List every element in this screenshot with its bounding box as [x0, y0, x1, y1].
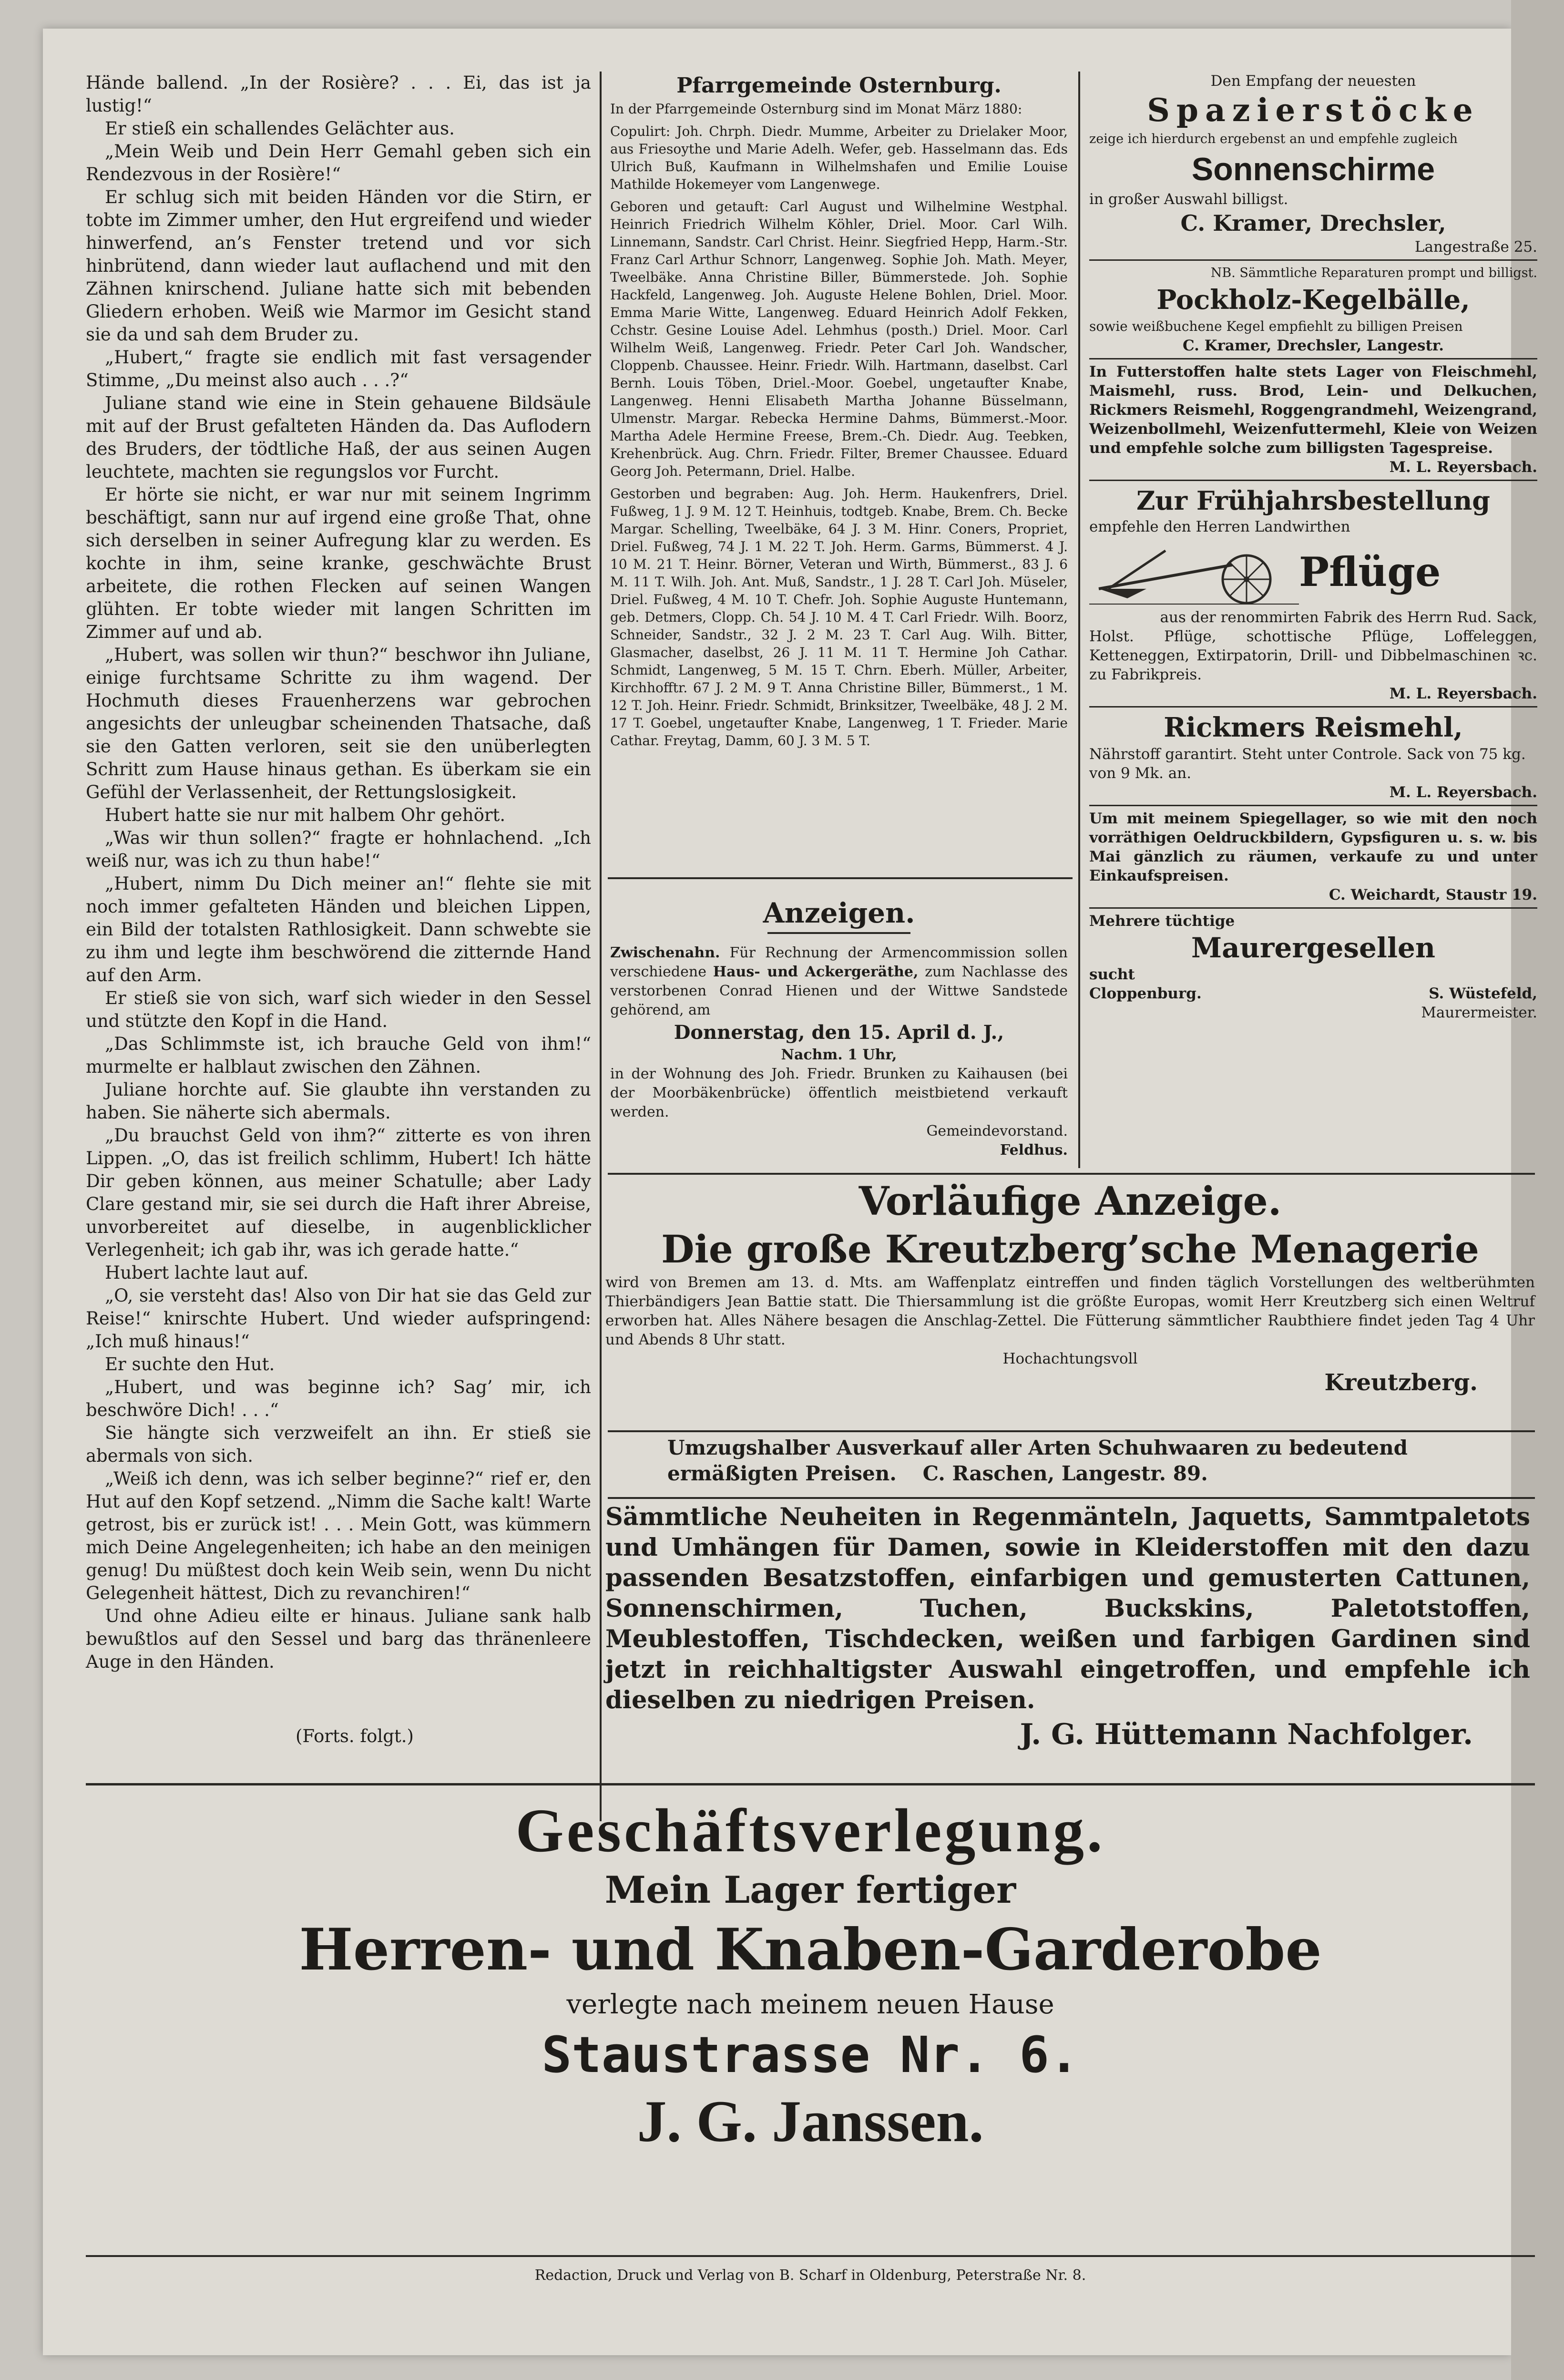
story-paragraph: „Hubert, und was beginne ich? Sag’ mir, ich beschwöre Dich! . . .“ — [86, 1377, 591, 1420]
kramer-headline-1: Spazierstöcke — [1147, 92, 1480, 129]
auction-items: Haus- und Ackergeräthe, — [713, 964, 919, 980]
kramer-line-3: in großer Auswahl billigst. — [1089, 191, 1288, 208]
plow-illustration — [1089, 536, 1299, 608]
reismehl-name: M. L. Reyersbach. — [1389, 784, 1537, 801]
story-paragraph: Er stieß sie von sich, warf sich wieder in den Sessel und stützte den Kopf in die Hand. — [86, 988, 591, 1031]
janssen-headline-2: Herren- und Knaben-Garderobe — [299, 1916, 1322, 1983]
ad-divider — [1089, 358, 1537, 359]
ads-column — [1089, 72, 1537, 1022]
ad-raschen — [667, 1435, 1544, 1487]
reismehl-headline: Rickmers Reismehl, — [1164, 712, 1463, 743]
story-paragraph: Er hörte sie nicht, er war nur mit seinem Ingrimm beschäftigt, sann nur auf irgend eine große That, ohne sich derselben in seiner Aufregung klar zu werden. Es kochte in ihm, seine kranke, geschwächte Brust arbeitete, die rothen Flecken auf seinen Wangen glühten. Er tobte wieder mit langen Schritten im Zimmer auf und ab. — [86, 484, 591, 642]
story-paragraph: „Hubert,“ fragte sie endlich mit fast versagender Stimme, „Du meinst also auch . . .?“ — [86, 347, 591, 390]
story-paragraph: Hubert hatte sie nur mit halbem Ohr gehört. — [105, 805, 506, 825]
menagerie-rule-top — [608, 1173, 1535, 1175]
menagerie-headline: Vorläufige Anzeige. — [859, 1179, 1282, 1224]
story-paragraph: „Du brauchst Geld von ihm?“ zitterte es von ihren Lippen. „O, das ist freilich schlimm, Hubert! Ich hätte Dir geben können, aus meiner Schatulle; aber Lady Clare gestand mir, sie sei durch die Haft ihrer Abreise, unvorbereitet auf dieselbe, in augenblicklicher Verlegenheit; ich gab ihr, was ich gerade hatte.“ — [86, 1125, 591, 1260]
kramer-line-2: zeige ich hierdurch ergebenst an und empfehle zugleich — [1089, 132, 1458, 146]
ad-reyersbach-futter — [1089, 362, 1537, 477]
janssen-address: Staustrasse Nr. 6. — [542, 2026, 1079, 2084]
janssen-headline: Geschäftsverlegung. — [515, 1796, 1105, 1865]
ad-reismehl — [1089, 710, 1537, 802]
auction-place: Zwischenahn. — [610, 944, 720, 961]
story-paragraph: Juliane stand wie eine in Stein gehauene Bildsäule mit auf der Brust gefalteten Händen da. Das Auflodern des Bruders, der tödtliche Haß, der aus seinen Augen leuchtete, machten sie regungslos vor Furcht. — [86, 393, 591, 482]
futter-name: M. L. Reyersbach. — [1389, 459, 1537, 476]
anzeigen-section — [610, 894, 1068, 1160]
maurer-headline: Maurergesellen — [1191, 932, 1436, 964]
column-rule-1 — [600, 72, 602, 1821]
pfluege-name: M. L. Reyersbach. — [1389, 685, 1537, 702]
story-paragraph: Und ohne Adieu eilte er hinaus. Juliane sank halb bewußtlos auf den Sessel und barg das thränenleere Auge in den Händen. — [86, 1606, 591, 1672]
menagerie-text: wird von Bremen am 13. d. Mts. am Waffenplatz eintreffen und finden täglich Vorstellungen des weltberühmten Thierbändigers Jean Battie statt. Die Thiersammlung ist die größte Europas, womit Herr Kreutzberg sich einen Weltruf erworben hat. Alles Nähere besagen die Anschlag-Zettel. Die Fütterung sämmtlicher Raubthiere findet jeden Tag 4 Uhr und Abends 8 Uhr statt. — [605, 1274, 1535, 1348]
ad-weichardt — [1089, 809, 1537, 904]
reismehl-line: Nährstoff garantirt. Steht unter Controle. Sack von 75 kg. von 9 Mk. an. — [1089, 746, 1526, 782]
kegel-name: C. Kramer, Drechsler, Langestr. — [1182, 337, 1444, 354]
janssen-name: J. G. Janssen. — [637, 2089, 984, 2154]
ad-kegel — [1089, 264, 1537, 355]
story-paragraph: Er stieß ein schallendes Gelächter aus. — [105, 118, 455, 139]
title-underline — [767, 932, 910, 934]
parish-intro: In der Pfarrgemeinde Osternburg sind im Monat März 1880: — [610, 101, 1022, 117]
pfluege-headline-2: Pflüge — [1299, 548, 1441, 595]
story-paragraph: Sie hängte sich verzweifelt an ihn. Er stieß sie abermals von sich. — [86, 1423, 591, 1466]
ad-divider — [1089, 259, 1537, 261]
pfluege-line-1: empfehle den Herren Landwirthen — [1089, 518, 1350, 535]
kramer-address: Langestraße 25. — [1414, 238, 1537, 256]
huettemann-name: J. G. Hüttemann Nachfolger. — [1020, 1718, 1473, 1751]
pfluege-headline: Zur Frühjahrsbestellung — [1136, 485, 1491, 516]
auction-time: Nachm. 1 Uhr, — [781, 1046, 897, 1063]
auction-text-1: Für Rechnung der Armencommission sollen verschiedene — [610, 944, 1068, 980]
auction-text-2: zum Nachlasse des verstorbenen Conrad Hienen und der Wittwe Sandstede gehörend, am — [610, 964, 1068, 1018]
huettemann-rule-top — [608, 1497, 1535, 1499]
auction-text-3: in der Wohnung des Joh. Friedr. Brunken zu Kaihausen (bei der Moorbäkenbrücke) öffentlich meistbietend verkauft werden. — [610, 1066, 1068, 1120]
menagerie-name: Kreutzberg. — [1324, 1369, 1478, 1396]
pfluege-line-3: Holst. Pflüge, schottische Pflüge, Loffeleggen, Ketteneggen, Extirpatorin, Drill- und Dibbelmaschinen ꝛc. zu Fabrikpreis. — [1089, 628, 1537, 683]
story-paragraph: Juliane horchte auf. Sie glaubte ihn verstanden zu haben. Sie näherte sich abermals. — [86, 1079, 591, 1123]
auction-signer-name: Feldhus. — [1000, 1142, 1068, 1159]
maurer-place: Cloppenburg. — [1089, 985, 1202, 1002]
ad-huettemann — [605, 1502, 1530, 1754]
parish-column — [610, 72, 1068, 754]
column-rule-2 — [1078, 72, 1080, 1168]
pfluege-line-2: aus der renommirten Fabrik des Herrn Rud. Sack, — [1160, 609, 1537, 626]
story-continued: (Forts. folgt.) — [296, 1726, 414, 1746]
kramer-name: C. Kramer, Drechsler, — [1180, 210, 1446, 236]
maurer-line-1: Mehrere tüchtige — [1089, 913, 1235, 930]
janssen-line-1: Mein Lager fertiger — [604, 1868, 1016, 1912]
kramer-line-1: Den Empfang der neuesten — [1210, 72, 1416, 90]
raschen-rule-top — [608, 1430, 1535, 1432]
story-paragraph: „Weiß ich denn, was ich selber beginne?“ rief er, den Hut auf den Kopf setzend. „Nimm die Sache kalt! Warte getrost, bis er zurück ist! . . . Mein Gott, was kümmern mich Deine Angelegenheiten; ich habe an den meinigen genug! Du müßtest doch kein Weib sein, wenn Du nicht Gelegenheit hättest, Dich zu revanchiren!“ — [86, 1468, 591, 1603]
kegel-headline: Pockholz-Kegelbälle, — [1156, 284, 1470, 316]
weichardt-text: Um mit meinem Spiegellager, so wie mit den noch vorräthigen Oeldruckbildern, Gypsfiguren u. s. w. bis Mai gänzlich zu räumen, verkaufe zu und unter Einkaufspreisen. — [1089, 810, 1537, 884]
story-paragraph: Er schlug sich mit beiden Händen vor die Stirn, er tobte im Zimmer umher, den Hut ergreifend und wieder hinwerfend, an’s Fenster tretend und vor sich hinbrütend, dann wieder laut auflachend und mit den Zähnen knirschend. Juliane hatte sich mit bebenden Gliedern erhoben. Weiß wie Marmor im Gesicht stand sie da und sah dem Bruder zu. — [86, 187, 591, 345]
ad-kramer — [1089, 72, 1537, 256]
parish-married: Copulirt: Joh. Chrph. Diedr. Mumme, Arbeiter zu Drielaker Moor, aus Friesoythe und Marie Adelh. Wefer, geb. Hasselmann das. Eds Ulrich Buß, Kaufmann in Wilhelmshafen und Emilie Louise Mathilde Hokemeyer vom Langenwege. — [610, 123, 1068, 192]
ad-divider — [1089, 805, 1537, 806]
menagerie-greeting: Hochachtungsvoll — [1002, 1350, 1138, 1367]
raschen-text: Umzugshalber Ausverkauf aller Arten Schuhwaaren zu bedeutend ermäßigten Preisen. — [667, 1436, 1408, 1485]
footer-rule — [86, 2255, 1535, 2257]
menagerie-headline-2: Die große Kreutzberg’sche Menagerie — [661, 1227, 1479, 1272]
janssen-rule-top — [86, 1783, 1535, 1785]
auction-signer: Gemeindevorstand. — [926, 1123, 1068, 1139]
weichardt-name: C. Weichardt, Staustr 19. — [1329, 886, 1537, 903]
story-paragraph: „O, sie versteht das! Also von Dir hat sie das Geld zur Reise!“ knirschte Hubert. Und wieder aufspringend: „Ich muß hinaus!“ — [86, 1285, 591, 1352]
maurer-title: Maurermeister. — [1421, 1004, 1537, 1021]
kegel-line: sowie weißbuchene Kegel empfiehlt zu billigen Preisen — [1089, 318, 1463, 334]
ad-divider — [1089, 706, 1537, 708]
raschen-name: C. Raschen, Langestr. 89. — [922, 1462, 1208, 1485]
story-paragraph: Hubert lachte laut auf. — [105, 1262, 309, 1283]
story-paragraph: „Mein Weib und Dein Herr Gemahl geben sich ein Rendezvous in der Rosière!“ — [86, 141, 591, 185]
ad-maurer — [1089, 912, 1537, 1022]
anzeigen-rule — [608, 877, 1073, 879]
story-paragraph: Er suchte den Hut. — [105, 1354, 275, 1375]
parish-died: Gestorben und begraben: Aug. Joh. Herm. Haukenfrers, Driel. Fußweg, 1 J. 9 M. 12 T. Heinhuis, todtgeb. Knabe, Brem. Ch. Becke Margar. Schelling, Tweelbäke, 64 J. 3 M. Hinr. Coners, Propriet, Driel. Fußweg, 74 J. 1 M. 22 T. Joh. Herm. Garms, Bümmerst. 4 J. 10 M. 21 T. Heinr. Börner, Veteran und Wirth, Bümmerst., 83 J. 6 M. 11 T. Wilh. Joh. Ant. Muß, Sandstr., 1 J. 28 T. Carl Joh. Müseler, Driel. Fußweg, 4 M. 10 T. Chefr. Joh. Sophie Auguste Huntemann, geb. Detmers, Clopp. Ch. 54 J. 10 M. 4 T. Carl Friedr. Wilh. Boorz, Schneider, Sandstr., 32 J. 2 M. 23 T. Carl Aug. Wilh. Bitter, Glasmacher, daselbst, 26 J. 11 M. 11 T. Hermine Joh Cathar. Schmidt, Langenweg, 5 M. 15 T. Chrn. Eberh. Müller, Arbeiter, Kirchhofftr. 67 J. 2 M. 9 T. Anna Christine Biller, Bümmerst., 1 M. 12 T. Joh. Heinr. Friedr. Schmidt, Brinksitzer, Tweelbäke, 48 J. 2 M. 17 T. Goebel, ungetaufter Knabe, Langenweg, 1 T. Frieder. Marie Cathar. Freytag, Damm, 60 J. 3 M. 5 T. — [610, 486, 1068, 749]
maurer-name: S. Wüstefeld, — [1429, 985, 1537, 1002]
story-paragraph: „Hubert, was sollen wir thun?“ beschwor ihn Juliane, einige furchtsame Schritte zu ihm wagend. Der Hochmuth dieses Frauenherzens war gebrochen angesichts der unleugbar scheinenden Thatsache, daß sie den Gatten verloren, seit sie den unüberlegten Schritt zum Hause hinaus gethan. Es überkam sie ein Gefühl der Verlassenheit, der Rettungslosigkeit. — [86, 645, 591, 802]
auction-date: Donnerstag, den 15. April d. J., — [674, 1021, 1004, 1044]
ad-pfluege — [1089, 484, 1537, 703]
kramer-headline-2: Sonnenschirme — [1191, 151, 1435, 187]
story-paragraph: „Was wir thun sollen?“ fragte er hohnlachend. „Ich weiß nur, was ich zu thun habe!“ — [86, 828, 591, 871]
ad-divider — [1089, 480, 1537, 481]
story-paragraph: „Das Schlimmste ist, ich brauche Geld von ihm!“ murmelte er halblaut zwischen den Zähnen. — [86, 1034, 591, 1077]
maurer-line-2: sucht — [1089, 966, 1135, 983]
imprint: Redaction, Druck und Verlag von B. Scharf in Oldenburg, Peterstraße Nr. 8. — [534, 2267, 1086, 2284]
parish-title: Pfarrgemeinde Osternburg. — [676, 73, 1002, 98]
futter-text: In Futterstoffen halte stets Lager von Fleischmehl, Maismehl, russ. Brod, Lein- und Delkuchen, Rickmers Reismehl, Roggengrandmehl, Weizengrand, Weizenbollmehl, Weizenfuttermehl, Kleie von Weizen und empfehle solche zum billigsten Tagespreise. — [1089, 363, 1537, 457]
serial-story — [86, 72, 591, 1673]
kegel-nb: NB. Sämmtliche Reparaturen prompt und billigst. — [1210, 266, 1537, 280]
story-paragraph: Hände ballend. „In der Rosière? . . . Ei, das ist ja lustig!“ — [86, 72, 591, 116]
story-paragraph: „Hubert, nimm Du Dich meiner an!“ flehte sie mit noch immer gefalteten Händen und bleichen Lippen, ein Bild der totalsten Rathlosigkeit. Dann schwebte sie zu ihm und legte ihm beschwörend die zitternde Hand auf den Arm. — [86, 873, 591, 985]
anzeigen-title: Anzeigen. — [763, 897, 915, 929]
parish-born: Geboren und getauft: Carl August und Wilhelmine Westphal. Heinrich Friedrich Wilhelm Köhler, Driel. Moor. Carl Wilh. Linnemann, Sandstr. Carl Christ. Heinr. Siegfried Hepp, Harm.-Str. Franz Carl Arthur Schnorr, Langenweg. Sophie Joh. Math. Meyer, Tweelbäke. Anna Christine Biller, Bümmerstede. Joh. Sophie Hackfeld, Langenweg. Joh. Auguste Helene Bohlen, Driel. Moor. Emma Marie Witte, Langenweg. Eduard Heinrich Adolf Fekken, Cchstr. Gesine Louise Adel. Lehmhus (posth.) Driel. Moor. Carl Wilhelm Weiß, Langenweg. Friedr. Peter Carl Joh. Wandscher, Cloppenb. Chaussee. Heinr. Friedr. Wilh. Hartmann, daselbst. Carl Bernh. Louis Töben, Driel.-Moor. Goebel, ungetaufter Knabe, Langenweg. Henni Elisabeth Martha Johanne Büsselmann, Ulmenstr. Margar. Rebecka Hermine Dahms, Bümmerst.-Moor. Martha Adele Hermine Freese, Brem.-Ch. Diedr. Aug. Teebken, Krehenbrück. Aug. Chrn. Friedr. Filter, Bremer Chaussee. Eduard Georg Joh. Petermann, Driel. Halbe. — [610, 199, 1068, 479]
huettemann-text: Sämmtliche Neuheiten in Regenmänteln, Jaquetts, Sammtpaletots und Umhängen für Damen, sowie in Kleiderstoffen mit den dazu passenden Besatzstoffen, einfarbigen und gemusterten Cattunen, Sonnenschirmen, Tuchen, Buckskins, Paletotstoffen, Meublestoffen, Tischdecken, weißen und farbigen Gardinen sind jetzt in reichhaltigster Auswahl eingetroffen, und empfehle ich dieselben zu niedrigen Preisen. — [605, 1503, 1530, 1714]
ad-divider — [1089, 907, 1537, 909]
ad-janssen — [86, 1795, 1535, 2157]
janssen-line-2: verlegte nach meinem neuen Hause — [566, 1989, 1054, 2020]
ad-menagerie — [605, 1178, 1535, 1397]
